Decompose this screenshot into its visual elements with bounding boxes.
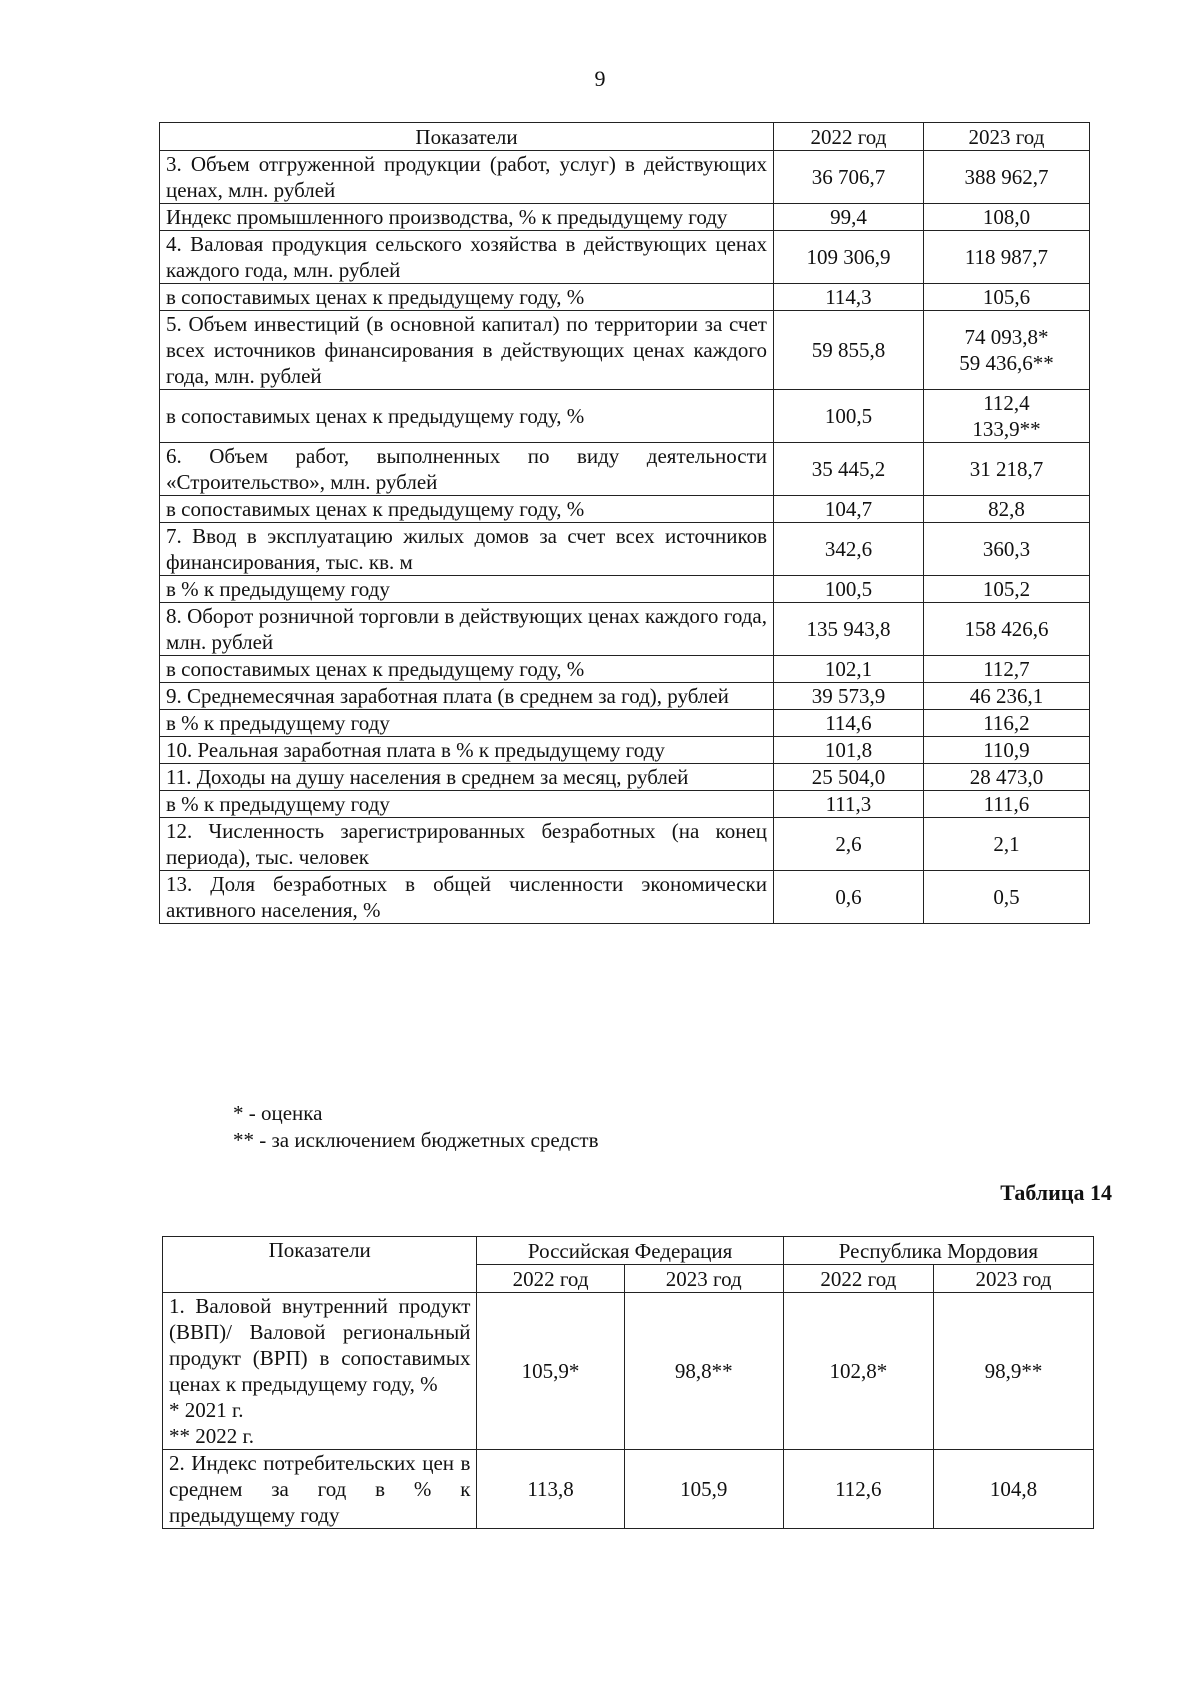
value-2023: 388 962,7 [923,151,1089,204]
value-2023: 108,0 [923,204,1089,231]
table-row [163,1450,1094,1529]
value-2023: 111,6 [923,791,1089,818]
row-label: 12. Численность зарегистрированных безработных (на конец периода), тыс. человек [160,818,774,871]
row-label: 2. Индекс потребительских цен в среднем за год в % к предыдущему году [163,1450,477,1529]
value-2023: 82,8 [923,496,1089,523]
table-row [160,656,1090,683]
value-2022: 100,5 [774,576,924,603]
row-label: 4. Валовая продукция сельского хозяйства в действующих ценах каждого года, млн. рублей [160,231,774,284]
value-2022: 111,3 [774,791,924,818]
value-2022: 39 573,9 [774,683,924,710]
indicators-table [159,122,1090,924]
value-rf-2023: 105,9 [624,1450,783,1529]
header-rm-2022: 2022 год [783,1265,933,1293]
value-2023: 2,1 [923,818,1089,871]
value-rf-2022: 105,9* [477,1293,624,1450]
value-rm-2023: 104,8 [933,1450,1093,1529]
value-2023: 118 987,7 [923,231,1089,284]
value-2023: 28 473,0 [923,764,1089,791]
row-label: 3. Объем отгруженной продукции (работ, услуг) в действующих ценах, млн. рублей [160,151,774,204]
table-row [160,284,1090,311]
header-rf-2022: 2022 год [477,1265,624,1293]
comparison-table [162,1236,1094,1529]
table-row [160,151,1090,204]
indicators-table-body [160,151,1090,924]
value-2023: 112,7 [923,656,1089,683]
table-row [160,871,1090,924]
table-row [160,764,1090,791]
table-row [160,496,1090,523]
footnote-estimate: * - оценка [233,1101,323,1125]
value-rm-2022: 112,6 [783,1450,933,1529]
row-label: 9. Среднемесячная заработная плата (в среднем за год), рублей [160,683,774,710]
header-russian-federation: Российская Федерация [477,1237,783,1265]
value-rm-2023: 98,9** [933,1293,1093,1450]
row-label: 5. Объем инвестиций (в основной капитал) по территории за счет всех источников финансирования в действующих ценах каждого года, млн. рублей [160,311,774,390]
page-number: 9 [594,66,606,91]
table-header-row [160,123,1090,151]
value-2022: 109 306,9 [774,231,924,284]
row-label: 11. Доходы на душу населения в среднем за месяц, рублей [160,764,774,791]
header-rf-2023: 2023 год [624,1265,783,1293]
value-2023: 112,4 133,9** [923,390,1089,443]
row-label: в сопоставимых ценах к предыдущему году, % [160,284,774,311]
value-2022: 100,5 [774,390,924,443]
table-row [160,603,1090,656]
value-2023: 116,2 [923,710,1089,737]
table-row [160,523,1090,576]
value-2022: 102,1 [774,656,924,683]
table-row [160,818,1090,871]
value-2022: 114,3 [774,284,924,311]
value-2022: 101,8 [774,737,924,764]
row-label: в % к предыдущему году [160,710,774,737]
footnotes [233,1100,599,1154]
value-2022: 135 943,8 [774,603,924,656]
row-label: в сопоставимых ценах к предыдущему году, % [160,496,774,523]
value-2023: 46 236,1 [923,683,1089,710]
table-row [160,443,1090,496]
table-row [160,710,1090,737]
value-2022: 59 855,8 [774,311,924,390]
table-row [160,791,1090,818]
value-rf-2022: 113,8 [477,1450,624,1529]
value-2023: 105,6 [923,284,1089,311]
row-label: в сопоставимых ценах к предыдущему году, % [160,656,774,683]
value-2022: 0,6 [774,871,924,924]
value-rm-2022: 102,8* [783,1293,933,1450]
value-2023: 31 218,7 [923,443,1089,496]
table-row [163,1293,1094,1450]
table-row [160,576,1090,603]
row-label: в % к предыдущему году [160,576,774,603]
row-label: в сопоставимых ценах к предыдущему году, % [160,390,774,443]
comparison-table-body [163,1293,1094,1529]
value-2022: 35 445,2 [774,443,924,496]
row-label: 8. Оборот розничной торговли в действующих ценах каждого года, млн. рублей [160,603,774,656]
header-indicators: Показатели [160,123,774,151]
value-rf-2023: 98,8** [624,1293,783,1450]
value-2022: 342,6 [774,523,924,576]
value-2022: 2,6 [774,818,924,871]
row-label: 1. Валовой внутренний продукт (ВВП)/ Валовой региональный продукт (ВРП) в сопоставимых ценах к предыдущему году, % * 2021 г. ** 2022 г. [163,1293,477,1450]
table-row [160,390,1090,443]
value-2023: 360,3 [923,523,1089,576]
header-2022: 2022 год [774,123,924,151]
value-2023: 110,9 [923,737,1089,764]
header-indicators: Показатели [163,1237,477,1293]
value-2022: 104,7 [774,496,924,523]
row-label: 13. Доля безработных в общей численности экономически активного населения, % [160,871,774,924]
table-row [160,231,1090,284]
table-header-row [163,1237,1094,1265]
table-row [160,204,1090,231]
table-row [160,737,1090,764]
table-row [160,683,1090,710]
row-label: 6. Объем работ, выполненных по виду деятельности «Строительство», млн. рублей [160,443,774,496]
row-label: Индекс промышленного производства, % к предыдущему году [160,204,774,231]
header-republic-mordovia: Республика Мордовия [783,1237,1093,1265]
table-caption: Таблица 14 [1000,1180,1112,1205]
row-label: 7. Ввод в эксплуатацию жилых домов за счет всех источников финансирования, тыс. кв. м [160,523,774,576]
value-2022: 114,6 [774,710,924,737]
row-label: 10. Реальная заработная плата в % к предыдущему году [160,737,774,764]
value-2023: 105,2 [923,576,1089,603]
row-label: в % к предыдущему году [160,791,774,818]
value-2023: 74 093,8* 59 436,6** [923,311,1089,390]
value-2022: 36 706,7 [774,151,924,204]
value-2022: 99,4 [774,204,924,231]
header-2023: 2023 год [923,123,1089,151]
table-row [160,311,1090,390]
footnote-budget: ** - за исключением бюджетных средств [233,1128,599,1152]
value-2022: 25 504,0 [774,764,924,791]
value-2023: 0,5 [923,871,1089,924]
value-2023: 158 426,6 [923,603,1089,656]
header-rm-2023: 2023 год [933,1265,1093,1293]
